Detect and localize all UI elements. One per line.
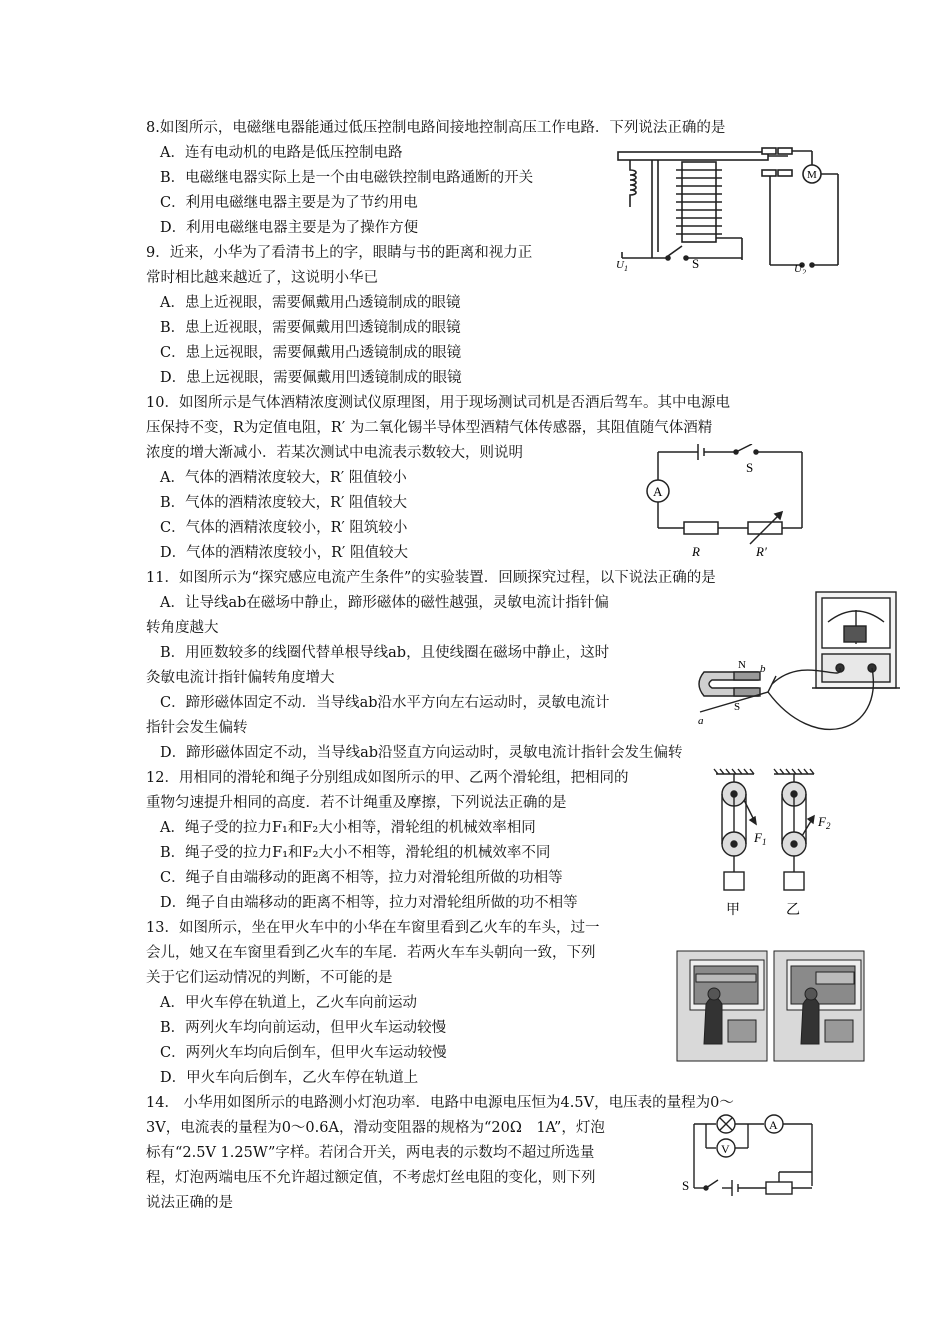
q13-option-c: C．两列火车均向后倒车，但甲火车运动较慢 — [160, 1045, 447, 1061]
q11-option-c-line1: C．蹄形磁体固定不动．当导线ab沿水平方向左右运动时，灵敏电流计 — [160, 695, 610, 711]
q10-option-d: D．气体的酒精浓度较小，R′ 阻值较大 — [160, 545, 408, 561]
q13-option-b: B．两列火车均向前运动，但甲火车运动较慢 — [160, 1020, 447, 1036]
q14-stem-line5: 说法正确的是 — [146, 1195, 233, 1211]
q14-stem-line3: 标有“2.5V 1.25W”字样。若闭合开关，两电表的示数均不超过所选量 — [146, 1145, 595, 1161]
q9-option-a: A．患上近视眼，需要佩戴用凸透镜制成的眼镜 — [160, 295, 461, 311]
q11-option-a-line2: 转角度越大 — [146, 620, 219, 636]
q10-option-a: A．气体的酒精浓度较大，R′ 阻值较小 — [160, 470, 407, 486]
alcohol-tester-circuit-figure — [640, 444, 810, 564]
force-f2-label: $F_2$ — [818, 814, 831, 831]
q9-option-d: D．患上远视眼，需要佩戴用凹透镜制成的眼镜 — [160, 370, 462, 386]
q9-option-c: C．患上远视眼，需要佩戴用凸透镜制成的眼镜 — [160, 345, 462, 361]
switch-s-label: S — [682, 1178, 690, 1193]
q10-option-b: B．气体的酒精浓度较大，R′ 阻值较大 — [160, 495, 407, 511]
q13-stem-line1: 13．如图所示，坐在甲火车中的小华在车窗里看到乙火车的车头，过一 — [146, 920, 600, 936]
q12-stem-line1: 12．用相同的滑轮和绳子分别组成如图所示的甲、乙两个滑轮组，把相同的 — [146, 770, 629, 786]
motor-label: M — [807, 169, 817, 181]
q8-option-c: C．利用电磁继电器主要是为了节约用电 — [160, 195, 418, 211]
q10-stem-line1: 10．如图所示是气体酒精浓度测试仪原理图，用于现场测试司机是否酒后驾车。其中电源电 — [146, 395, 730, 411]
q11-option-b-line2: 灸敏电流计指针偏转角度增大 — [146, 670, 335, 686]
q8-stem: 8.如图所示，电磁继电器能通过低压控制电路间接地控制高压工作电路．下列说法正确的是 — [146, 120, 726, 136]
north-pole-label: N — [738, 659, 746, 671]
q12-option-c: C．绳子自由端移动的距离不相等，拉力对滑轮组所做的功相等 — [160, 870, 563, 886]
wire-a-label: a — [698, 715, 704, 727]
switch-s-label: S — [692, 256, 700, 271]
train-window-photos — [676, 950, 866, 1062]
q8-option-a: A．连有电动机的电路是低压控制电路 — [160, 145, 403, 161]
q9-stem-line1: 9．近来，小华为了看清书上的字，眼睛与书的距离和视力正 — [146, 245, 533, 261]
q9-option-b: B．患上近视眼，需要佩戴用凹透镜制成的眼镜 — [160, 320, 461, 336]
force-f1-label: $F_1$ — [754, 830, 767, 847]
ammeter-label: A — [653, 484, 663, 499]
voltmeter-label: V — [721, 1142, 730, 1156]
q12-option-b: B．绳子受的拉力F₁和F₂大小不相等，滑轮组的机械效率不同 — [160, 845, 551, 861]
q13-stem-line3: 关于它们运动情况的判断，不可能的是 — [146, 970, 393, 986]
q8-option-b: B．电磁继电器实际上是一个由电磁铁控制电路通断的开关 — [160, 170, 534, 186]
q11-option-a-line1: A．让导线ab在磁场中静止，蹄形磁体的磁性越强，灵敏电流计指针偏 — [160, 595, 609, 611]
u1-label: $U_1$ — [616, 259, 628, 273]
switch-s-label: S — [746, 460, 754, 475]
pulley-systems-figure — [708, 768, 848, 924]
q14-stem-line2: 3V，电流表的量程为0～0.6A，滑动变阻器的规格为“20Ω 1A”，灯泡 — [146, 1120, 605, 1136]
q14-stem-line1: 14． 小华用如图所示的电路测小灯泡功率．电路中电源电压恒为4.5V，电压表的量程为0～ — [146, 1095, 734, 1111]
q11-option-c-line2: 指针会发生偏转 — [146, 720, 248, 736]
q9-stem-line2: 常时相比越来越近了，这说明小华已 — [146, 270, 378, 286]
q12-option-d: D．绳子自由端移动的距离不相等，拉力对滑轮组所做的功不相等 — [160, 895, 578, 911]
q14-stem-line4: 程，灯泡两端电压不允许超过额定值，不考虑灯丝电阻的变化，则下列 — [146, 1170, 596, 1186]
q11-option-b-line1: B．用匝数较多的线圈代替单根导线ab，且使线圈在磁场中静止，这时 — [160, 645, 610, 661]
q12-option-a: A．绳子受的拉力F₁和F₂大小相等，滑轮组的机械效率相同 — [160, 820, 536, 836]
q10-stem-line3: 浓度的增大渐减小．若某次测试中电流表示数较大，则说明 — [146, 445, 523, 461]
q8-option-d: D．利用电磁继电器主要是为了操作方便 — [160, 220, 419, 236]
resistor-r-label: R — [692, 544, 700, 559]
q13-option-d: D．甲火车向后倒车，乙火车停在轨道上 — [160, 1070, 419, 1086]
label-jia: 甲 — [726, 903, 740, 918]
u2-label: $U_2$ — [794, 263, 806, 274]
sensor-r-prime-label: R′ — [756, 544, 767, 559]
ammeter-label: A — [769, 1118, 778, 1132]
lamp-power-circuit-figure — [676, 1112, 820, 1202]
relay-circuit-figure — [612, 140, 844, 274]
q11-option-d: D．蹄形磁体固定不动，当导线ab沿竖直方向运动时，灵敏电流计指针会发生偏转 — [160, 745, 683, 761]
q13-option-a: A．甲火车停在轨道上，乙火车向前运动 — [160, 995, 417, 1011]
q12-stem-line2: 重物匀速提升相同的高度．若不计绳重及摩擦，下列说法正确的是 — [146, 795, 567, 811]
q10-stem-line2: 压保持不变，R为定值电阻，R′ 为二氧化锡半导体型酒精气体传感器，其阻值随气体酒精 — [146, 420, 713, 436]
q10-option-c: C．气体的酒精浓度较小，R′ 阻筑较小 — [160, 520, 408, 536]
galvanometer-setup-figure — [694, 584, 906, 746]
label-yi: 乙 — [786, 903, 800, 918]
wire-b-label: b — [760, 663, 766, 675]
south-pole-label: S — [734, 701, 741, 713]
q13-stem-line2: 会儿，她又在车窗里看到乙火车的车尾．若两火车车头朝向一致，下列 — [146, 945, 596, 961]
q11-stem: 11．如图所示为“探究感应电流产生条件”的实验装置．回顾探究过程，以下说法正确的是 — [146, 570, 716, 586]
